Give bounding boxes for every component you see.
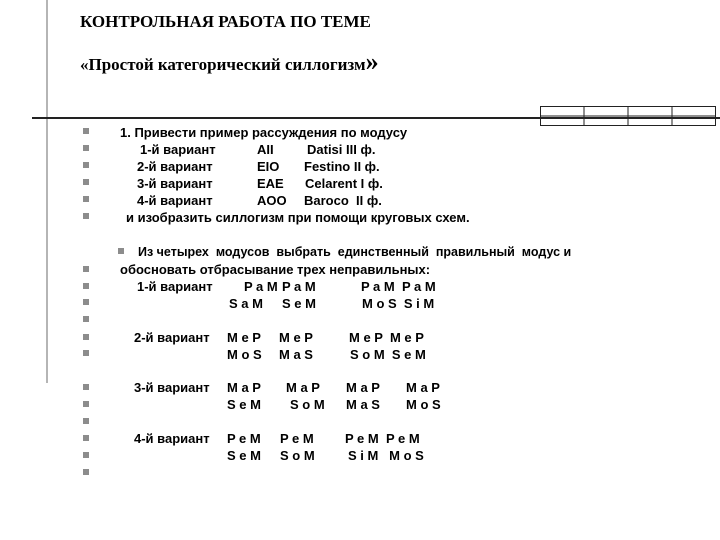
task1-variant-name: Festino II ф. — [304, 159, 380, 174]
premise-major: P e M P e M — [345, 431, 420, 446]
bullet-icon — [83, 401, 89, 407]
bullet-icon — [83, 162, 89, 168]
premise-major: P a M — [282, 279, 316, 294]
task1-variant-label: 3-й вариант — [137, 176, 213, 191]
premise-minor: S e M — [227, 397, 261, 412]
bullet-icon — [83, 299, 89, 305]
premise-major: P e M — [280, 431, 314, 446]
decorative-grid-block — [540, 106, 716, 126]
premise-minor: S o M — [290, 397, 325, 412]
task2-variant-label: 3-й вариант — [134, 380, 210, 395]
premise-major: P a M — [244, 279, 278, 294]
task1-variant-name: Celarent I ф. — [305, 176, 383, 191]
premise-minor: M a S — [279, 347, 313, 362]
premise-major: M a P — [406, 380, 440, 395]
task2-line2: обосновать отбрасывание трех неправильных: — [120, 262, 431, 277]
task2-variant-label: 4-й вариант — [134, 431, 210, 446]
task1-variant-name: Baroco II ф. — [304, 193, 382, 208]
premise-major: M a P — [227, 380, 261, 395]
bullet-icon — [83, 196, 89, 202]
bullet-icon — [83, 179, 89, 185]
bullet-icon — [83, 469, 89, 475]
bullet-icon — [83, 316, 89, 322]
task1-variant-modus: EIO — [257, 159, 280, 174]
bullet-icon — [83, 384, 89, 390]
bullet-icon — [83, 266, 89, 272]
task1-variant-label: 4-й вариант — [137, 193, 213, 208]
premise-major: M e P M e P — [349, 330, 424, 345]
bullet-icon — [83, 452, 89, 458]
task2-variant-label: 1-й вариант — [137, 279, 213, 294]
bullet-icon — [118, 248, 124, 254]
bullet-icon — [83, 283, 89, 289]
premise-minor: S o M S e M — [350, 347, 426, 362]
task1-variant-name: Datisi III ф. — [307, 142, 376, 157]
premise-major: M a P — [346, 380, 380, 395]
premise-major: M e P — [227, 330, 261, 345]
bullet-icon — [83, 128, 89, 134]
task2-line1: Из четырех модусов выбрать единственный правильный модус и — [138, 245, 572, 259]
premise-minor: S e M — [227, 448, 261, 463]
bullet-icon — [83, 350, 89, 356]
bullet-icon — [83, 213, 89, 219]
premise-major: P a M P a M — [361, 279, 436, 294]
page-subtitle — [80, 47, 379, 76]
premise-minor: M o S — [227, 347, 262, 362]
task1-variant-modus: AII — [257, 142, 274, 157]
premise-minor: S i M M o S — [348, 448, 424, 463]
task1-variant-label: 2-й вариант — [137, 159, 213, 174]
task2-variant-label: 2-й вариант — [134, 330, 210, 345]
bullet-icon — [83, 145, 89, 151]
bullet-icon — [83, 418, 89, 424]
bullet-icon — [83, 334, 89, 340]
premise-minor: S e M — [282, 296, 316, 311]
premise-minor: M a S — [346, 397, 380, 412]
task1-heading: 1. Привести пример рассуждения по модусу — [120, 125, 408, 140]
task1-variant-label: 1-й вариант — [140, 142, 216, 157]
premise-major: M a P — [286, 380, 320, 395]
premise-minor: M o S — [406, 397, 441, 412]
task1-variant-modus: AOO — [257, 193, 287, 208]
task1-footer: и изобразить силлогизм при помощи круговых схем. — [126, 210, 470, 225]
subtitle-close-quote: » — [365, 47, 379, 76]
premise-major: M e P — [279, 330, 313, 345]
bullet-icon — [83, 435, 89, 441]
premise-minor: S a M — [229, 296, 263, 311]
premise-minor: M o S S i M — [362, 296, 435, 311]
subtitle-text: «Простой категорический силлогизм — [80, 55, 366, 74]
task1-variant-modus: EAE — [257, 176, 284, 191]
premise-major: P e M — [227, 431, 261, 446]
left-vertical-rule — [46, 0, 48, 383]
premise-minor: S o M — [280, 448, 315, 463]
page-title: КОНТРОЛЬНАЯ РАБОТА ПО ТЕМЕ — [80, 12, 371, 31]
